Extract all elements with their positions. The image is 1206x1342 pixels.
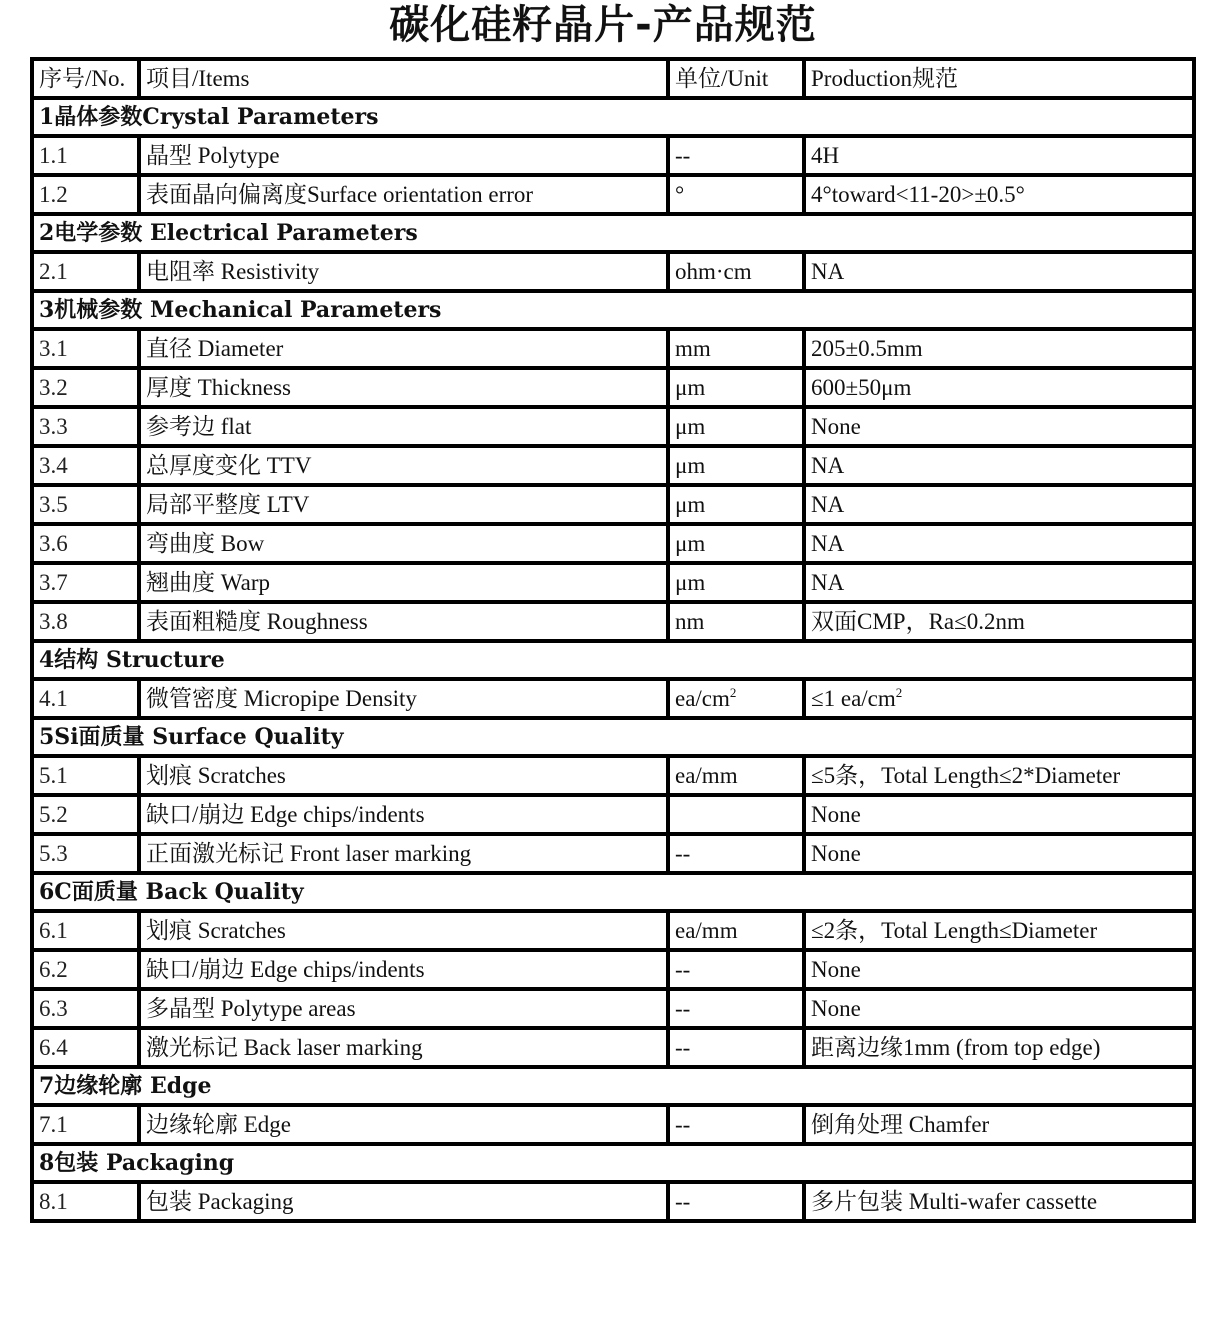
section-title: 2电学参数 Electrical Parameters (32, 214, 1194, 252)
cell-unit-text: μm (675, 492, 706, 517)
cell-no (32, 756, 139, 795)
cell-value (804, 911, 1194, 950)
section-title: 3机械参数 Mechanical Parameters (32, 291, 1194, 329)
cell-unit (668, 795, 804, 834)
cell-item-text: 直径 Diameter (146, 336, 284, 361)
cell-no (32, 1028, 139, 1067)
cell-no (32, 563, 139, 602)
cell-unit (668, 368, 804, 407)
cell-item (139, 524, 668, 563)
cell-item (139, 602, 668, 641)
cell-unit (668, 485, 804, 524)
table-row (32, 175, 1194, 214)
cell-value (804, 950, 1194, 989)
page-title: 碳化硅籽晶片-产品规范 (389, 2, 817, 48)
cell-item-text: 翘曲度 Warp (146, 570, 270, 595)
table-row (32, 795, 1194, 834)
cell-value (804, 446, 1194, 485)
cell-unit (668, 834, 804, 873)
section-title: 5Si面质量 Surface Quality (32, 718, 1194, 756)
cell-no (32, 795, 139, 834)
table-row (32, 446, 1194, 485)
header-item: 项目/Items (139, 59, 668, 98)
cell-value-text: None (811, 841, 861, 866)
cell-no-text: 5.2 (39, 802, 68, 827)
cell-value-text: NA (811, 259, 845, 284)
cell-no (32, 602, 139, 641)
cell-no-text: 3.1 (39, 336, 68, 361)
cell-unit-text: nm (675, 609, 705, 634)
table-row (32, 950, 1194, 989)
table-row (32, 1028, 1194, 1067)
cell-value-text: 4H (811, 143, 840, 168)
cell-item-text: 包装 Packaging (146, 1189, 294, 1214)
cell-item (139, 911, 668, 950)
cell-no-text: 1.1 (39, 143, 68, 168)
table-row (32, 602, 1194, 641)
cell-unit-text: μm (675, 531, 706, 556)
cell-value-text: NA (811, 570, 845, 595)
cell-unit-text: μm (675, 453, 706, 478)
header-spec: Production规范 (804, 59, 1194, 98)
cell-item (139, 989, 668, 1028)
section-header-row (32, 641, 1194, 679)
cell-unit (668, 563, 804, 602)
spec-table-body (32, 59, 1194, 1221)
cell-item (139, 329, 668, 368)
cell-value (804, 795, 1194, 834)
table-row (32, 679, 1194, 718)
section-header-row (32, 1144, 1194, 1182)
cell-no-text: 3.5 (39, 492, 68, 517)
cell-no-text: 6.2 (39, 957, 68, 982)
cell-item-text: 正面激光标记 Front laser marking (146, 841, 472, 866)
cell-item (139, 679, 668, 718)
cell-no-text: 6.4 (39, 1035, 68, 1060)
cell-no-text: 6.3 (39, 996, 68, 1021)
cell-item-text: 局部平整度 LTV (146, 492, 310, 517)
cell-unit (668, 136, 804, 175)
table-header-row (32, 59, 1194, 98)
cell-item-text: 总厚度变化 TTV (146, 453, 312, 478)
cell-value (804, 834, 1194, 873)
cell-item (139, 834, 668, 873)
cell-value-text: None (811, 414, 861, 439)
cell-no-text: 7.1 (39, 1112, 68, 1137)
cell-unit-text: μm (675, 414, 706, 439)
cell-value-text: 倒角处理 Chamfer (811, 1112, 990, 1137)
cell-item (139, 1028, 668, 1067)
spec-table (30, 57, 1196, 1223)
cell-unit (668, 1182, 804, 1221)
cell-no-text: 4.1 (39, 686, 68, 711)
cell-item-text: 划痕 Scratches (146, 763, 286, 788)
cell-no (32, 834, 139, 873)
cell-unit (668, 1105, 804, 1144)
cell-value (804, 602, 1194, 641)
cell-unit-text: ea/mm (675, 763, 738, 788)
cell-item-text: 边缘轮廓 Edge (146, 1112, 292, 1137)
cell-value (804, 136, 1194, 175)
cell-unit-text: -- (675, 1035, 691, 1060)
cell-value (804, 679, 1194, 718)
cell-no-text: 3.4 (39, 453, 68, 478)
cell-no (32, 329, 139, 368)
cell-no (32, 175, 139, 214)
cell-no (32, 679, 139, 718)
cell-no-text: 3.3 (39, 414, 68, 439)
cell-unit-superscript: 2 (729, 685, 737, 700)
cell-unit (668, 175, 804, 214)
cell-unit (668, 524, 804, 563)
cell-value-text: 205±0.5mm (811, 336, 923, 361)
cell-item-text: 表面晶向偏离度Surface orientation error (146, 182, 534, 207)
section-header-row (32, 1067, 1194, 1105)
cell-item (139, 950, 668, 989)
cell-unit-text: ° (675, 182, 685, 207)
cell-value-text: NA (811, 453, 845, 478)
section-header-row (32, 873, 1194, 911)
cell-no (32, 252, 139, 291)
section-title: 1晶体参数Crystal Parameters (32, 98, 1194, 136)
cell-value-text: None (811, 996, 861, 1021)
header-no: 序号/No. (32, 59, 139, 98)
cell-value (804, 1028, 1194, 1067)
table-row (32, 989, 1194, 1028)
cell-item (139, 136, 668, 175)
cell-item-text: 划痕 Scratches (146, 918, 286, 943)
cell-no-text: 3.6 (39, 531, 68, 556)
cell-value-text: ≤1 ea/cm (811, 686, 896, 711)
cell-value (804, 756, 1194, 795)
cell-value (804, 329, 1194, 368)
section-title: 7边缘轮廓 Edge (32, 1067, 1194, 1105)
cell-unit-text: ohm·cm (675, 259, 752, 284)
table-row (32, 911, 1194, 950)
cell-item-text: 参考边 flat (146, 414, 252, 439)
cell-no (32, 1182, 139, 1221)
cell-no-text: 1.2 (39, 182, 68, 207)
cell-unit (668, 756, 804, 795)
section-header-row (32, 291, 1194, 329)
cell-item-text: 弯曲度 Bow (146, 531, 265, 556)
cell-no-text: 8.1 (39, 1189, 68, 1214)
section-title: 6C面质量 Back Quality (32, 873, 1194, 911)
cell-no (32, 989, 139, 1028)
section-header-row (32, 718, 1194, 756)
table-row (32, 407, 1194, 446)
table-row (32, 252, 1194, 291)
cell-unit (668, 1028, 804, 1067)
cell-value-text: NA (811, 492, 845, 517)
cell-no (32, 1105, 139, 1144)
cell-unit-text: -- (675, 143, 691, 168)
cell-item (139, 485, 668, 524)
table-row (32, 756, 1194, 795)
cell-no-text: 2.1 (39, 259, 68, 284)
cell-unit-text: -- (675, 1112, 691, 1137)
cell-unit (668, 679, 804, 718)
cell-item-text: 晶型 Polytype (146, 143, 280, 168)
cell-no (32, 950, 139, 989)
cell-value (804, 1182, 1194, 1221)
cell-unit (668, 329, 804, 368)
cell-no (32, 485, 139, 524)
cell-value (804, 485, 1194, 524)
cell-unit-text: -- (675, 996, 691, 1021)
cell-no-text: 5.1 (39, 763, 68, 788)
cell-value-text: ≤5条，Total Length≤2*Diameter (811, 763, 1121, 788)
cell-value-text: None (811, 957, 861, 982)
cell-unit-text: -- (675, 841, 691, 866)
cell-value-text: 600±50μm (811, 375, 912, 400)
cell-unit-text: μm (675, 375, 706, 400)
cell-unit-text: ea/mm (675, 918, 738, 943)
cell-item (139, 175, 668, 214)
cell-value-text: 距离边缘1mm (from top edge) (811, 1035, 1101, 1060)
table-row (32, 524, 1194, 563)
header-unit: 单位/Unit (668, 59, 804, 98)
cell-item (139, 1105, 668, 1144)
cell-value (804, 1105, 1194, 1144)
cell-value (804, 175, 1194, 214)
cell-item (139, 563, 668, 602)
cell-item (139, 756, 668, 795)
cell-value (804, 524, 1194, 563)
cell-item-text: 缺口/崩边 Edge chips/indents (146, 957, 425, 982)
cell-unit (668, 950, 804, 989)
cell-unit-text: μm (675, 570, 706, 595)
cell-value-text: NA (811, 531, 845, 556)
cell-item-text: 微管密度 Micropipe Density (146, 686, 417, 711)
cell-unit (668, 446, 804, 485)
cell-no (32, 368, 139, 407)
cell-unit (668, 602, 804, 641)
cell-value (804, 563, 1194, 602)
cell-value-superscript: 2 (895, 685, 903, 700)
cell-no (32, 911, 139, 950)
table-row (32, 368, 1194, 407)
cell-value (804, 407, 1194, 446)
cell-value (804, 368, 1194, 407)
cell-item (139, 795, 668, 834)
table-row (32, 329, 1194, 368)
cell-no-text: 3.8 (39, 609, 68, 634)
cell-item-text: 厚度 Thickness (146, 375, 292, 400)
table-row (32, 136, 1194, 175)
cell-value-text: 多片包装 Multi-wafer cassette (811, 1189, 1098, 1214)
cell-value-text: None (811, 802, 861, 827)
cell-item (139, 407, 668, 446)
cell-no (32, 446, 139, 485)
cell-value (804, 252, 1194, 291)
cell-item-text: 缺口/崩边 Edge chips/indents (146, 802, 425, 827)
cell-no-text: 3.7 (39, 570, 68, 595)
cell-item-text: 电阻率 Resistivity (146, 259, 320, 284)
cell-unit-text: -- (675, 957, 691, 982)
table-row (32, 1105, 1194, 1144)
cell-no-text: 6.1 (39, 918, 68, 943)
table-row (32, 1182, 1194, 1221)
cell-unit-text: ea/cm (675, 686, 730, 711)
cell-value-text: ≤2条，Total Length≤Diameter (811, 918, 1098, 943)
cell-no (32, 136, 139, 175)
cell-item-text: 多晶型 Polytype areas (146, 996, 356, 1021)
cell-unit (668, 911, 804, 950)
cell-no-text: 5.3 (39, 841, 68, 866)
cell-unit (668, 989, 804, 1028)
cell-item (139, 1182, 668, 1221)
section-title: 4结构 Structure (32, 641, 1194, 679)
cell-unit (668, 407, 804, 446)
cell-no (32, 407, 139, 446)
table-row (32, 485, 1194, 524)
cell-unit-text: -- (675, 1189, 691, 1214)
cell-item (139, 446, 668, 485)
section-title: 8包装 Packaging (32, 1144, 1194, 1182)
cell-value-text: 4°toward<11-20>±0.5° (811, 182, 1025, 207)
section-header-row (32, 214, 1194, 252)
cell-no (32, 524, 139, 563)
table-row (32, 563, 1194, 602)
cell-item-text: 激光标记 Back laser marking (146, 1035, 423, 1060)
cell-unit-text: mm (675, 336, 711, 361)
cell-value (804, 989, 1194, 1028)
cell-item-text: 表面粗糙度 Roughness (146, 609, 368, 634)
cell-value-text: 双面CMP，Ra≤0.2nm (811, 609, 1025, 634)
cell-unit (668, 252, 804, 291)
section-header-row (32, 98, 1194, 136)
cell-item (139, 252, 668, 291)
table-row (32, 834, 1194, 873)
cell-no-text: 3.2 (39, 375, 68, 400)
cell-item (139, 368, 668, 407)
